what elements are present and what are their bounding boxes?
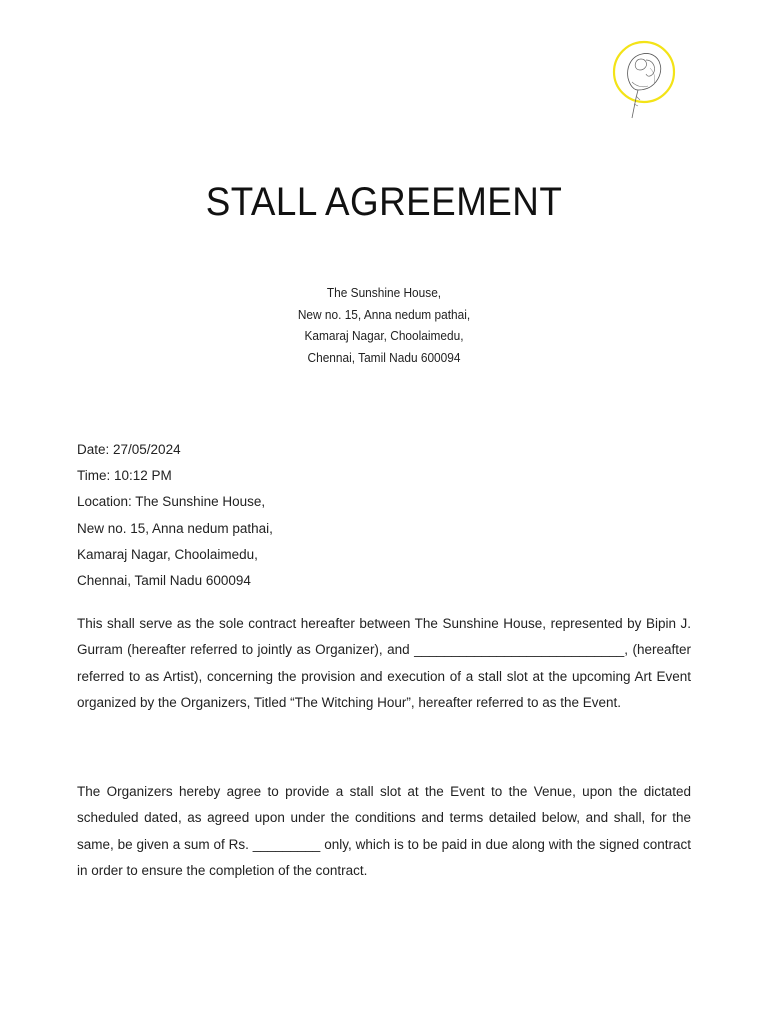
address-line-4: Chennai, Tamil Nadu 600094 [307, 350, 461, 365]
event-time: Time: 10:12 PM [77, 468, 172, 484]
address-line-2: New no. 15, Anna nedum pathai, [297, 307, 471, 322]
document-title: STALL AGREEMENT [205, 180, 563, 224]
organizer-address [0, 283, 768, 369]
address-line-1: The Sunshine House, [326, 286, 442, 300]
event-location-line-3: Kamaraj Nagar, Choolaimedu, [77, 546, 258, 562]
event-location-line-2: New no. 15, Anna nedum pathai, [77, 520, 273, 536]
contract-intro-paragraph: This shall serve as the sole contract hereafter between The Sunshine House, represented by Bipin J. Gurram (hereafter referred to jointly as Organizer), and ____________________________, (hereafter referred to as Artist), concerning the provision and execution of a stall slot at the upcoming Art Event organized by the Organizers, Titled “The Witching Hour”, hereafter referred to as the Event. [77, 616, 691, 710]
event-location-line-4: Chennai, Tamil Nadu 600094 [77, 573, 251, 589]
event-location-line-1: Location: The Sunshine House, [77, 494, 266, 510]
event-date: Date: 27/05/2024 [77, 442, 181, 457]
address-line-3: Kamaraj Nagar, Choolaimedu, [304, 329, 464, 343]
moon-sketch-logo-icon [610, 38, 678, 124]
contract-terms-paragraph: The Organizers hereby agree to provide a stall slot at the Event to the Venue, upon the dictated scheduled dated, as agreed upon under the conditions and terms detailed below, and shall, for the same, be given a sum of Rs. _________ only, which is to be paid in due along with the signed contract in order to ensure the completion of the contract. [77, 784, 691, 878]
event-details [77, 437, 273, 594]
